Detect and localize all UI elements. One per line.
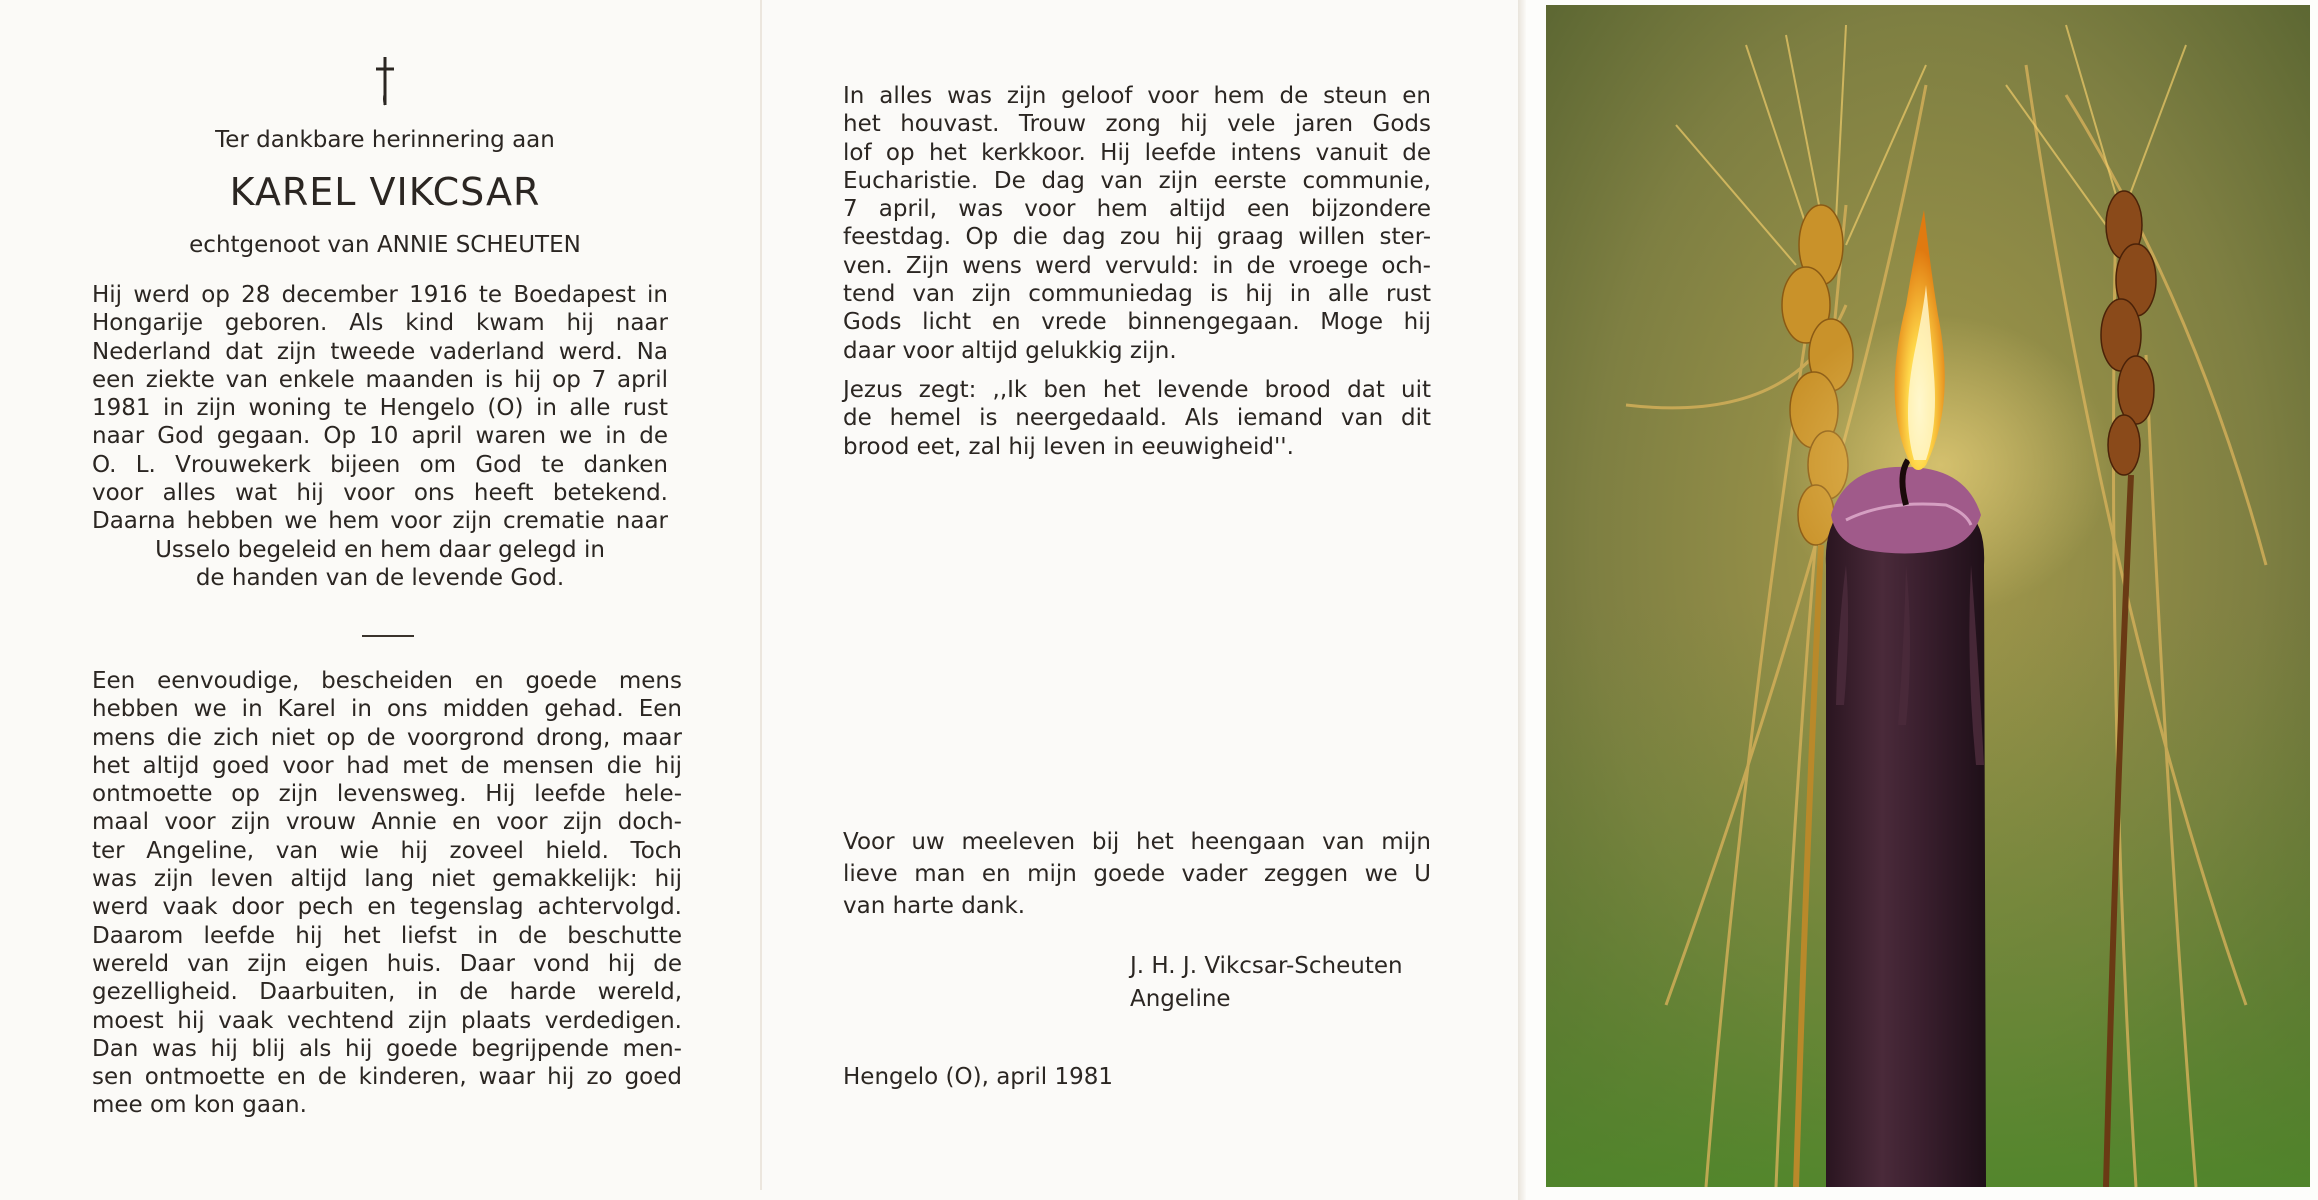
quote-line: brood eet, zal hij leven in eeuwigheid''.: [843, 433, 1294, 460]
faith-paragraph: [843, 82, 1431, 365]
tribute-line: hebben we in Karel in ons midden gehad. Een: [92, 696, 682, 723]
biography: [92, 281, 668, 536]
faith-line: In alles was zijn geloof voor hem de steun en: [843, 83, 1431, 109]
bio-line: naar God gegaan. Op 10 april waren we in de: [92, 423, 668, 450]
tribute-line: sen ontmoette en de kinderen, waar hij zo goed: [92, 1064, 682, 1091]
faith-line: tend van zijn communiedag is hij in alle rust: [843, 281, 1431, 308]
bio-line: Hongarije geboren. Als kind kwam hij naar: [92, 310, 668, 337]
faith-line: lof op het kerkkoor. Hij leefde intens vanuit de: [843, 139, 1431, 166]
signature-line: Angeline: [1130, 986, 1231, 1012]
tribute: [92, 667, 682, 1120]
page-edge: [1518, 0, 1526, 1200]
faith-line: Eucharistie. De dag van zijn eerste communie,: [843, 167, 1431, 194]
cross-icon: [370, 55, 400, 107]
place-date: [843, 1063, 1243, 1091]
tribute-line: Daarom leefde hij het liefst in de beschutte: [92, 922, 682, 949]
thanks-line: van harte dank.: [843, 893, 1026, 919]
quote-line: de hemel is neergedaald. Als iemand van dit: [843, 405, 1431, 432]
faith-line: het houvast. Trouw zong hij vele jaren Gods: [843, 111, 1431, 138]
bio-line: Daarna hebben we hem voor zijn crematie naar: [92, 508, 668, 535]
candle-photo: [1546, 5, 2310, 1187]
faith-line: Gods licht en vrede binnengegaan. Moge hij: [843, 309, 1431, 336]
tribute-line: wereld van zijn eigen huis. Daar vond hij de: [92, 950, 682, 977]
faith-line: daar voor altijd gelukkig zijn.: [843, 337, 1177, 364]
bio-line: Nederland dat zijn tweede vaderland werd. Na: [92, 338, 668, 365]
faith-line: 7 april, was voor hem altijd een bijzondere: [843, 196, 1431, 223]
tribute-line: maal voor zijn vrouw Annie en voor zijn doch-: [92, 809, 682, 836]
section-divider: [362, 635, 414, 637]
tribute-line: mens die zich niet op de voorgrond drong, maar: [92, 724, 682, 751]
fold-line: [760, 0, 762, 1190]
place-date-text: Hengelo (O), april 1981: [843, 1064, 1113, 1090]
quote-line: Jezus zegt: ,,Ik ben het levende brood dat uit: [843, 377, 1431, 403]
bio-line: voor alles wat hij voor ons heeft betekend.: [92, 480, 668, 507]
thanks-paragraph: [843, 826, 1431, 922]
bio-line: Usselo begeleid en hem daar gelegd in: [155, 537, 605, 563]
bio-line: de handen van de levende God.: [195, 565, 565, 592]
bio-line: O. L. Vrouwekerk bijeen om God te danken: [92, 451, 668, 478]
faith-line: feestdag. Op die dag zou hij graag willen ster-: [843, 224, 1431, 251]
bio-line: 1981 in zijn woning te Hengelo (O) in alle rust: [92, 395, 668, 422]
scripture-quote: [843, 376, 1431, 461]
tribute-line: was zijn leven altijd lang niet gemakkelijk: hij: [92, 866, 682, 893]
signature-line: J. H. J. Vikcsar-Scheuten: [1130, 953, 1403, 979]
tribute-line: mee om kon gaan.: [92, 1092, 307, 1119]
intro-text: Ter dankbare herinnering aan: [215, 127, 555, 153]
thanks-line: Voor uw meeleven bij het heengaan van mijn: [843, 829, 1431, 855]
thanks-line: lieve man en mijn goede vader zeggen we U: [843, 861, 1431, 887]
tribute-line: ter Angeline, van wie hij zoveel hield. Toch: [92, 837, 682, 864]
tribute-line: werd vaak door pech en tegenslag achtervolgd.: [92, 894, 682, 921]
deceased-name: KAREL VIKCSAR: [229, 170, 541, 214]
faith-line: ven. Zijn wens werd vervuld: in de vroege och-: [843, 252, 1431, 279]
tribute-line: ontmoette op zijn levensweg. Hij leefde hele-: [92, 781, 682, 808]
tribute-line: Een eenvoudige, bescheiden en goede mens: [92, 668, 682, 694]
tribute-line: gezelligheid. Daarbuiten, in de harde wereld,: [92, 979, 682, 1006]
bio-line: Hij werd op 28 december 1916 te Boedapest in: [92, 282, 668, 308]
bio-line: een ziekte van enkele maanden is hij op 7 april: [92, 366, 668, 393]
signature: [1130, 950, 1470, 1016]
biography-end: [92, 536, 668, 593]
tribute-line: het altijd goed voor had met de mensen die hij: [92, 752, 682, 779]
spouse-line: echtgenoot van ANNIE SCHEUTEN: [189, 232, 581, 258]
tribute-line: moest hij vaak vechtend zijn plaats verdedigen.: [92, 1007, 682, 1034]
tribute-line: Dan was hij blij als hij goede begrijpende men-: [92, 1035, 682, 1062]
candle-wheat-image: [1546, 5, 2310, 1187]
